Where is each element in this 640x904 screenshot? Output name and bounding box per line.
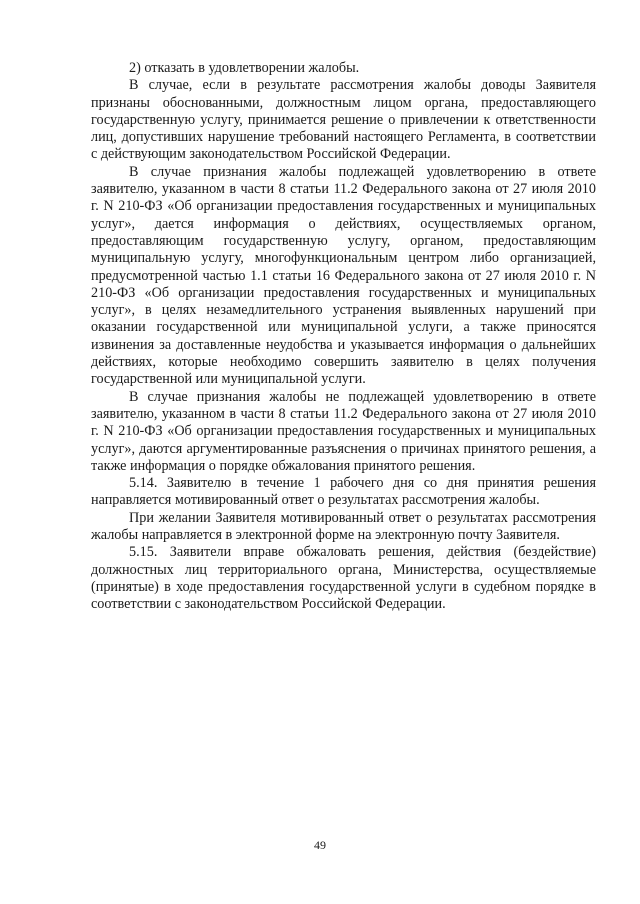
paragraph-complaint-satisfied: В случае признания жалобы подлежащей удовлетворению в ответе заявителю, указанном в части 8 статьи 11.2 Федерального закона от 27 июля 2010 г. N 210-ФЗ «Об организации предоставления государственных и муниципальных услуг», дается информация о действиях, осуществляемых органом, предоставляющим государственную услугу, органом, предоставляющим муниципальную услугу, многофункциональным центром либо организацией, предусмотренной частью 1.1 статьи 16 Федерального закона от 27 июля 2010 г. N 210-ФЗ «Об организации предоставления государственных и муниципальных услуг», в целях незамедлительного устранения выявленных нарушений при оказании государственной или муниципальной услуги, а также приносятся извинения за доставленные неудобства и указывается информация о дальнейших действиях, которые необходимо совершить заявителю в целях получения государственной или муниципальной услуги.	[91, 163, 596, 388]
page-number: 49	[314, 838, 326, 852]
paragraph-complaint-not-satisfied: В случае признания жалобы не подлежащей удовлетворению в ответе заявителю, указанном в части 8 статьи 11.2 Федерального закона от 27 июля 2010 г. N 210-ФЗ «Об организации предоставления государственных и муниципальных услуг», даются аргументированные разъяснения о причинах принятого решения, а также информация о порядке обжалования принятого решения.	[91, 388, 596, 474]
paragraph-electronic-response: При желании Заявителя мотивированный ответ о результатах рассмотрения жалобы направляется в электронной форме на электронную почту Заявителя.	[91, 509, 596, 544]
paragraph-justified-complaint: В случае, если в результате рассмотрения жалобы доводы Заявителя признаны обоснованными, должностным лицом органа, предоставляющего государственную услугу, принимается решение о привлечении к ответственности лиц, допустивших нарушение требований настоящего Регламента, в соответствии с действующим законодательством Российской Федерации.	[91, 77, 596, 163]
paragraph-refusal-option: 2) отказать в удовлетворении жалобы.	[129, 60, 360, 76]
document-body	[91, 60, 596, 614]
paragraph-section-5-15: 5.15. Заявители вправе обжаловать решения, действия (бездействие) должностных лиц территориального органа, Министерства, осуществляемые (принятые) в ходе предоставления государственной услуги в судебном порядке в соответствии с законодательством Российской Федерации.	[91, 544, 596, 613]
paragraph-section-5-14: 5.14. Заявителю в течение 1 рабочего дня со дня принятия решения направляется мотивированный ответ о результатах рассмотрения жалобы.	[91, 475, 596, 509]
